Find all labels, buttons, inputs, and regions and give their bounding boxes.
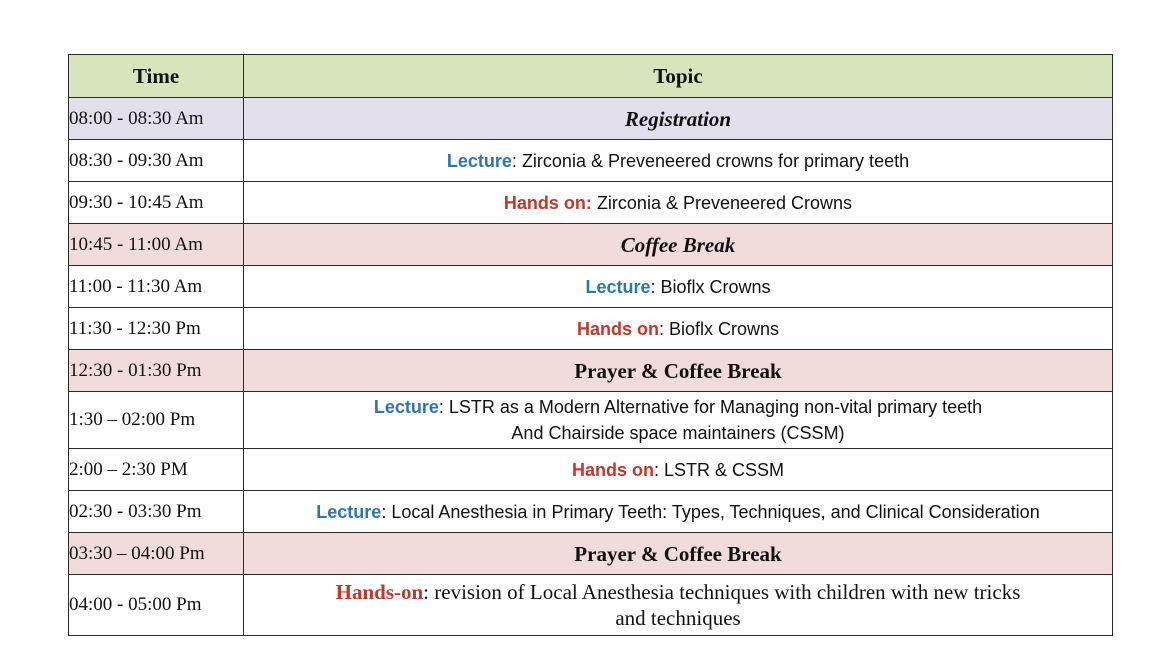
table-row [69,491,1113,533]
session-label: Lecture [585,276,651,297]
topic-cell [244,350,1113,392]
table-row [69,533,1113,575]
session-text: LSTR as a Modern Alternative for Managing non-vital primary teeth [448,397,983,417]
schedule-table [68,54,1113,636]
header-topic: Topic [244,55,1113,98]
topic-cell [244,182,1113,224]
session-text: Bioflx Crowns [660,276,771,297]
topic-cell [244,224,1113,266]
session-line-2: And Chairside space maintainers (CSSM) [511,423,845,443]
header-row [69,55,1113,98]
session-text: Local Anesthesia in Primary Teeth: Types, Techniques, and Clinical Consideration [391,501,1040,522]
time-cell: 10:45 - 11:00 Am [69,224,244,266]
table-row [69,98,1113,140]
time-cell: 08:00 - 08:30 Am [69,98,244,140]
topic-cell [244,266,1113,308]
session-line-2: and techniques [615,606,741,630]
label-separator: : [381,501,392,522]
table-row [69,449,1113,491]
time-cell: 2:00 – 2:30 PM [69,449,244,491]
topic-cell [244,491,1113,533]
topic-cell [244,98,1113,140]
topic-cell [244,140,1113,182]
topic-cell [244,449,1113,491]
time-cell: 04:00 - 05:00 Pm [69,575,244,636]
table-row [69,224,1113,266]
table-row [69,266,1113,308]
time-cell: 11:30 - 12:30 Pm [69,308,244,350]
label-separator: : [511,150,522,171]
session-label: Lecture [446,150,512,171]
header-time: Time [69,55,244,98]
session-line-1 [244,579,1112,605]
table-row [69,182,1113,224]
time-cell: 11:00 - 11:30 Am [69,266,244,308]
session-label: Hands on: [503,192,592,213]
session-line-1 [244,394,1112,420]
topic-cell [244,392,1113,449]
time-cell: 09:30 - 10:45 Am [69,182,244,224]
session-title: Prayer & Coffee Break [574,358,782,383]
time-cell: 12:30 - 01:30 Pm [69,350,244,392]
label-separator: : [658,318,669,339]
session-title: Coffee Break [620,232,736,257]
topic-cell [244,575,1113,636]
label-separator: : [423,580,435,604]
session-text: Bioflx Crowns [669,318,780,339]
time-cell: 02:30 - 03:30 Pm [69,491,244,533]
session-text: LSTR & CSSM [664,459,785,480]
table-row [69,140,1113,182]
session-title: Prayer & Coffee Break [574,541,782,566]
table-row [69,392,1113,449]
label-separator: : [650,276,661,297]
session-label: Hands-on [335,580,424,604]
session-title: Registration [624,106,732,131]
time-cell: 08:30 - 09:30 Am [69,140,244,182]
session-text: revision of Local Anesthesia techniques with children with new tricks [434,580,1021,604]
topic-cell [244,308,1113,350]
table-row [69,350,1113,392]
label-separator: : [653,459,664,480]
label-separator: : [438,397,449,417]
topic-cell [244,533,1113,575]
time-cell: 03:30 – 04:00 Pm [69,533,244,575]
table-row [69,575,1113,636]
session-text: Zirconia & Preveneered Crowns [596,192,853,213]
session-text: Zirconia & Preveneered crowns for primary teeth [521,150,910,171]
time-cell: 1:30 – 02:00 Pm [69,392,244,449]
session-label: Hands on [576,318,659,339]
session-label: Hands on [571,459,654,480]
session-label: Lecture [316,501,382,522]
table-row [69,308,1113,350]
session-label: Lecture [373,397,439,417]
